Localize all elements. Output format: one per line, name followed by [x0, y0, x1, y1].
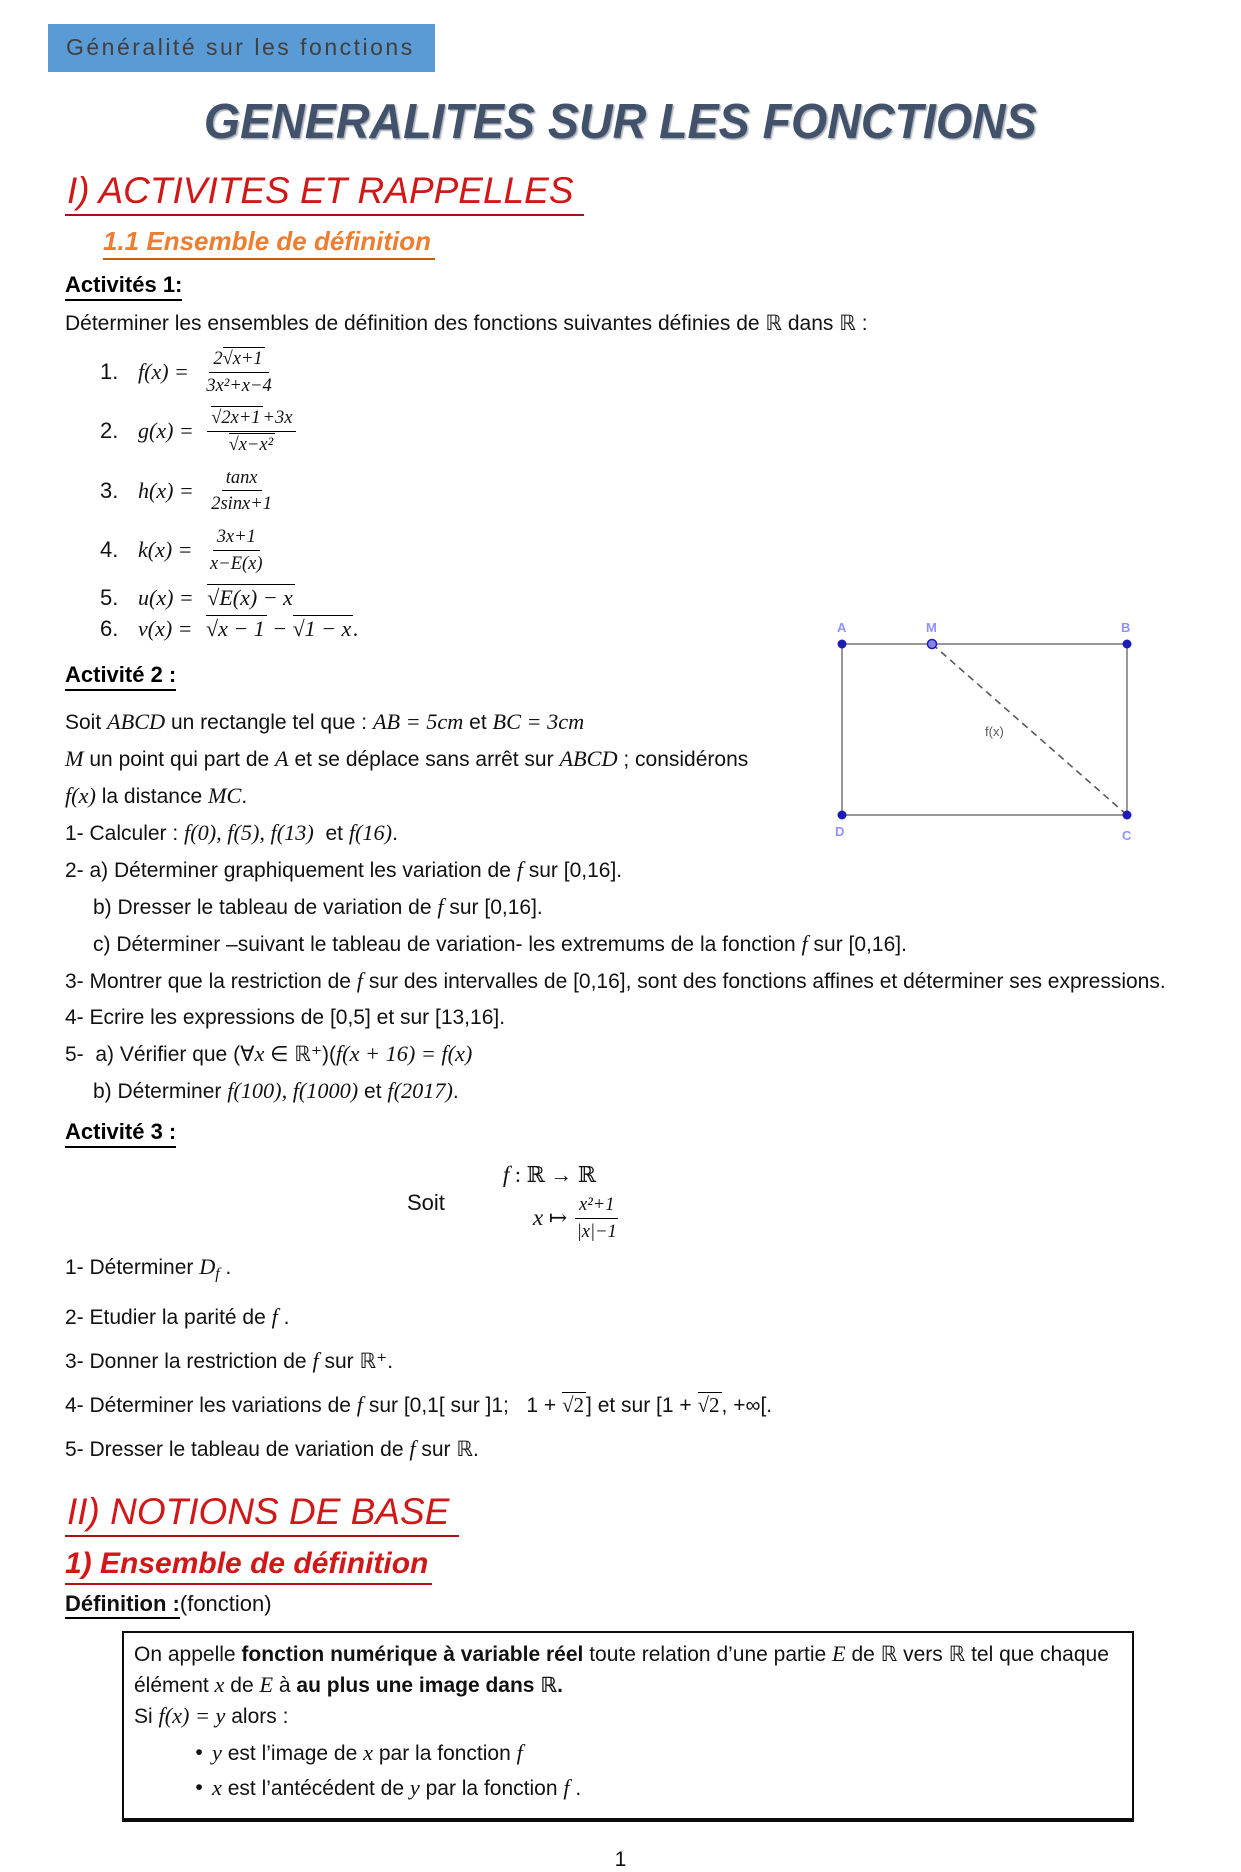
formula-rhs: √ E(x) − x [207, 584, 295, 611]
definition-label: Définition : [65, 1591, 180, 1619]
formula-u [100, 584, 1176, 611]
definition-suffix: (fonction) [179, 1591, 272, 1617]
point-c-label: C [1122, 828, 1132, 843]
formula-lhs: h(x) = [138, 477, 200, 503]
subsection-heading-1-1: 1.1 Ensemble de définition [103, 226, 435, 260]
fraction-numerator: 2 √ x+1 [209, 347, 268, 373]
formula-f [100, 347, 1176, 397]
fraction-denominator: √ x−x² [225, 432, 280, 457]
activity2-line-2: M un point qui part de A et se déplace sans arrêt sur ABCD ; considérons [65, 746, 749, 772]
activity2-line-3: f(x) la distance MC. [65, 783, 248, 809]
bullet-icon: • [195, 1776, 203, 1800]
fraction-numerator: 3x+1 [213, 525, 260, 551]
fraction [207, 466, 276, 516]
activity2-line-10: 5- a) Vérifier que (∀x ∈ ℝ⁺)(f(x + 16) = f(x) [65, 1041, 473, 1067]
definition-bullet-1 [134, 1736, 1120, 1771]
activity2-line-5: 2- a) Déterminer graphiquement les variation de f sur [0,16]. [65, 857, 623, 883]
function-signature: f : ℝ → ℝ [502, 1162, 597, 1189]
activity2-line-1: Soit ABCD un rectangle tel que : AB = 5cm et BC = 3cm [65, 709, 585, 735]
activity2-line-8: 3- Montrer que la restriction de f sur des intervalles de [0,16], sont des fonctions affines et déterminer ses expressions. [65, 968, 1166, 994]
soit-word: Soit [407, 1189, 445, 1215]
point-m-label: M [926, 620, 937, 635]
fraction-numerator: tanx [222, 466, 262, 492]
subsection-heading-2-1: 1) Ensemble de définition [65, 1547, 432, 1585]
definition-label-line [65, 1591, 1176, 1617]
activity3-label: Activité 3 : [65, 1119, 176, 1148]
formula-g [100, 406, 1176, 456]
fraction-denominator: x−E(x) [210, 552, 263, 573]
point-b-label: B [1121, 620, 1131, 635]
point-b-dot [1123, 640, 1132, 649]
formula-lhs: k(x) = [138, 537, 199, 563]
bullet-text: x est l’antécédent de y par la fonction f . [212, 1775, 582, 1801]
list-number: 6. [100, 615, 119, 641]
formula-lhs: g(x) = [138, 418, 200, 444]
formula-lhs: v(x) = [138, 615, 199, 641]
activity3-item-5: 5- Dresser le tableau de variation de f sur ℝ. [65, 1436, 479, 1462]
point-a-label: A [837, 620, 847, 635]
list-number: 4. [100, 537, 119, 563]
formula-k [100, 525, 1176, 575]
point-d-dot [838, 811, 847, 820]
fraction-denominator: 3x²+x−4 [206, 374, 272, 395]
fraction [573, 1193, 621, 1243]
point-a-dot [838, 640, 847, 649]
header-badge: Généralité sur les fonctions [48, 24, 435, 72]
definition-text-2: Si f(x) = y alors : [134, 1703, 289, 1729]
document-title: GENERALITES SUR LES FONCTIONS [204, 95, 1037, 149]
list-number: 1. [100, 359, 119, 385]
fraction-numerator: x²+1 [575, 1193, 618, 1219]
activity2-line-6: b) Dresser le tableau de variation de f sur [0,16]. [93, 894, 543, 920]
fx-distance-label: f(x) [985, 724, 1004, 739]
activity3-function-definition [407, 1162, 1176, 1243]
list-number: 2. [100, 418, 119, 444]
fraction-denominator: |x|−1 [576, 1220, 617, 1241]
activity3-item-2: 2- Etudier la parité de f . [65, 1304, 290, 1330]
fraction [202, 347, 275, 397]
formula-h [100, 466, 1176, 516]
bullet-text: y est l’image de x par la fonction f [212, 1740, 523, 1766]
point-m-dot [928, 640, 937, 649]
formula-rhs: √ x − 1 − √ 1 − x. [206, 615, 359, 642]
activity3-item-1: 1- Déterminer $D_f$ . [65, 1253, 232, 1283]
formula-lhs: u(x) = [138, 584, 200, 610]
definition-box [122, 1631, 1134, 1822]
fraction [207, 406, 296, 456]
activity2-label: Activité 2 : [65, 662, 176, 691]
segment-mc-dashed [932, 644, 1127, 815]
formula-lhs: f(x) = [138, 359, 195, 385]
point-c-dot [1123, 811, 1132, 820]
fraction-numerator: √ 2x+1 +3x [207, 406, 296, 432]
bullet-icon: • [195, 1741, 203, 1765]
activity2-line-9: 4- Ecrire les expressions de [0,5] et sur [13,16]. [65, 1006, 506, 1030]
activity2-line-7: c) Déterminer –suivant le tableau de variation- les extremums de la fonction f sur [0,16]. [93, 931, 907, 957]
section-heading-I: I) ACTIVITES ET RAPPELLES [65, 170, 584, 216]
definition-text-1: On appelle fonction numérique à variable réel toute relation d’une partie E de ℝ vers ℝ tel que chaque élément x de E à au plus une image dans ℝ. [134, 1641, 1115, 1698]
definition-bullet-2 [134, 1771, 1120, 1806]
list-number: 5. [100, 584, 119, 610]
maps-to: x ↦ [532, 1204, 573, 1231]
activity3-item-4: 4- Déterminer les variations de f sur [0,1[ sur ]1; 1 + √ 2] et sur [1 + √ 2, +∞[. [65, 1390, 1176, 1421]
activity3-item-3: 3- Donner la restriction de f sur ℝ⁺. [65, 1348, 394, 1374]
figure-rectangle-abcd [833, 614, 1155, 854]
point-d-label: D [835, 824, 845, 839]
activity1-function-list [100, 347, 1176, 642]
fraction [206, 525, 266, 575]
activity1-label: Activités 1: [65, 272, 182, 301]
activity2-line-4: 1- Calculer : f(0), f(5), f(13) et f(16). [65, 820, 398, 846]
fraction-denominator: 2sinx+1 [211, 493, 272, 514]
page-number: 1 [614, 1848, 627, 1872]
list-number: 3. [100, 477, 119, 503]
activity1-intro: Déterminer les ensembles de définition des fonctions suivantes définies de ℝ dans ℝ : [65, 312, 868, 335]
activity2-line-11: b) Déterminer f(100), f(1000) et f(2017). [93, 1078, 459, 1104]
section-heading-II: II) NOTIONS DE BASE [65, 1491, 459, 1537]
